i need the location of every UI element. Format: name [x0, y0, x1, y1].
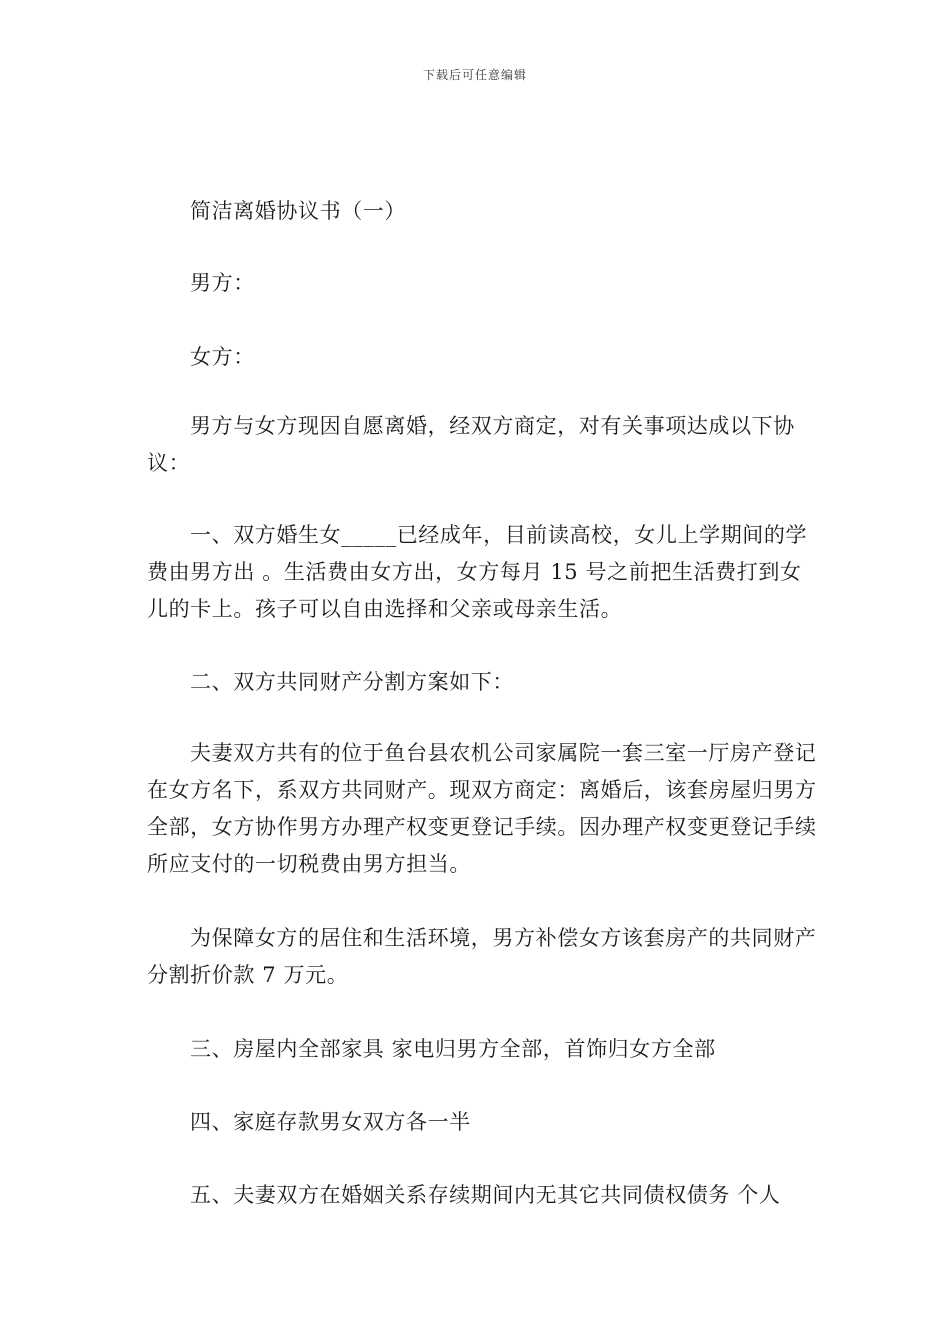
clause-2-compensation-paragraph: 为保障女方的居住和生活环境，男方补偿女方该套房产的共同财产分割折价款 7 万元。	[147, 926, 817, 987]
clause-4-paragraph: 四、家庭存款男女双方各一半	[190, 1110, 471, 1134]
clause-2-house-paragraph: 夫妻双方共有的位于鱼台县农机公司家属院一套三室一厅房产登记在女方名下，系双方共同财产。现双方商定：离婚后，该套房屋归男方全部，女方协作男方办理产权变更登记手续。因办理产权变更登记手续所应支付的一切税费由男方担当。	[147, 741, 817, 876]
document-title: 简洁离婚协议书（一）	[190, 199, 406, 223]
clause-5-paragraph: 五、夫妻双方在婚姻关系存续期间内无其它共同债权债务 个人	[190, 1183, 781, 1207]
clause-1-paragraph: 一、双方婚生女_____已经成年，目前读高校，女儿上学期间的学费由男方出 。生活费由女方出，女方每月 15 号之前把生活费打到女儿的卡上。孩子可以自由选择和父亲或母亲生活。	[147, 523, 808, 621]
clause-3-paragraph: 三、房屋内全部家具 家电归男方全部，首饰归女方全部	[190, 1037, 716, 1061]
female-party-line: 女方：	[190, 345, 255, 369]
page-header-note: 下载后可任意编辑	[422, 68, 527, 82]
clause-2-heading: 二、双方共同财产分割方案如下：	[190, 670, 514, 694]
intro-paragraph: 男方与女方现因自愿离婚，经双方商定，对有关事项达成以下协议：	[147, 414, 795, 475]
male-party-line: 男方：	[190, 271, 255, 295]
